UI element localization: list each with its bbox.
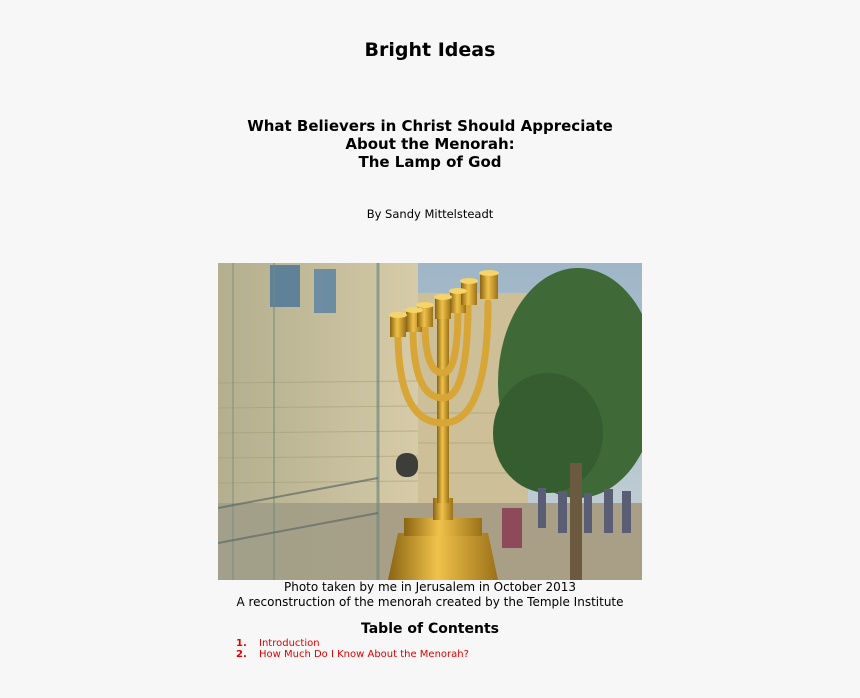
subtitle-line: What Believers in Christ Should Appreciate [247, 117, 613, 135]
subtitle-line: About the Menorah: [345, 135, 515, 153]
document-subtitle [0, 117, 860, 171]
caption-line: A reconstruction of the menorah created by the Temple Institute [236, 594, 624, 609]
author-byline: By Sandy Mittelsteadt [366, 207, 494, 221]
table-of-contents [236, 638, 636, 660]
menorah-photo-illustration [218, 263, 642, 580]
toc-link-how-much-do-i-know[interactable]: How Much Do I Know About the Menorah? [259, 649, 469, 660]
caption-line: Photo taken by me in Jerusalem in October 2013 [283, 580, 577, 594]
toc-item-number: 2. [236, 649, 247, 660]
toc-item [236, 649, 636, 660]
toc-link-introduction[interactable]: Introduction [259, 638, 320, 649]
toc-item [236, 638, 636, 649]
menorah-photo [218, 263, 642, 580]
document-title: Bright Ideas [364, 39, 496, 61]
toc-heading: Table of Contents [360, 621, 499, 637]
toc-item-number: 1. [236, 638, 247, 649]
subtitle-line: The Lamp of God [358, 153, 502, 171]
photo-caption [0, 580, 860, 609]
